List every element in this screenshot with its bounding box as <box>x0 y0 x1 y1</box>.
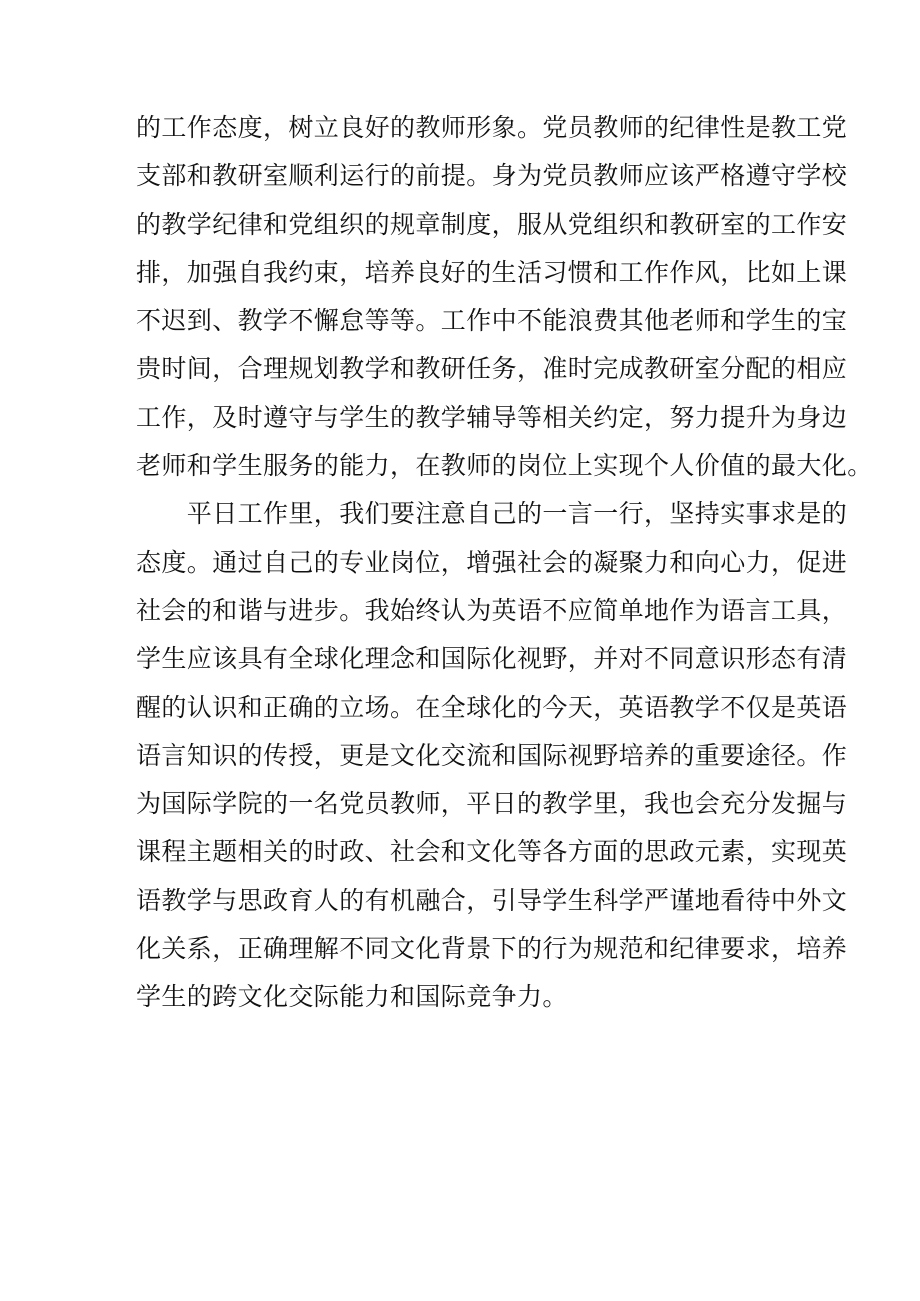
text-line: 支部和教研室顺利运行的前提。身为党员教师应该严格遵守学校 <box>136 161 848 191</box>
text-line: 社会的和谐与进步。我始终认为英语不应简单地作为语言工具， <box>136 595 848 625</box>
text-line: 排，加强自我约束，培养良好的生活习惯和工作作风，比如上课 <box>136 257 848 287</box>
text-line: 老师和学生服务的能力，在教师的岗位上实现个人价值的最大化。 <box>136 451 873 481</box>
text-line: 的教学纪律和党组织的规章制度，服从党组织和教研室的工作安 <box>136 209 848 239</box>
text-line: 平日工作里，我们要注意自己的一言一行，坚持实事求是的 <box>136 499 848 529</box>
text-line: 工作，及时遵守与学生的教学辅导等相关约定，努力提升为身边 <box>136 402 848 432</box>
text-line: 为国际学院的一名党员教师，平日的教学里，我也会充分发掘与 <box>136 789 848 819</box>
text-line: 学生应该具有全球化理念和国际化视野，并对不同意识形态有清 <box>136 644 848 674</box>
body-text <box>136 104 873 1022</box>
text-line: 不迟到、教学不懈怠等等。工作中不能浪费其他老师和学生的宝 <box>136 306 848 336</box>
text-line: 的工作态度，树立良好的教师形象。党员教师的纪律性是教工党 <box>136 113 848 142</box>
text-line: 学生的跨文化交际能力和国际竞争力。 <box>136 982 568 1012</box>
text-line: 态度。通过自己的专业岗位，增强社会的凝聚力和向心力，促进 <box>136 547 848 577</box>
text-line: 化关系，正确理解不同文化背景下的行为规范和纪律要求，培养 <box>136 934 848 964</box>
text-line: 语言知识的传授，更是文化交流和国际视野培养的重要途径。作 <box>136 740 848 770</box>
text-line: 贵时间，合理规划教学和教研任务，准时完成教研室分配的相应 <box>136 354 848 384</box>
text-line: 语教学与思政育人的有机融合，引导学生科学严谨地看待中外文 <box>136 885 848 915</box>
text-line: 课程主题相关的时政、社会和文化等各方面的思政元素，实现英 <box>136 837 848 867</box>
text-line: 醒的认识和正确的立场。在全球化的今天，英语教学不仅是英语 <box>136 692 848 722</box>
